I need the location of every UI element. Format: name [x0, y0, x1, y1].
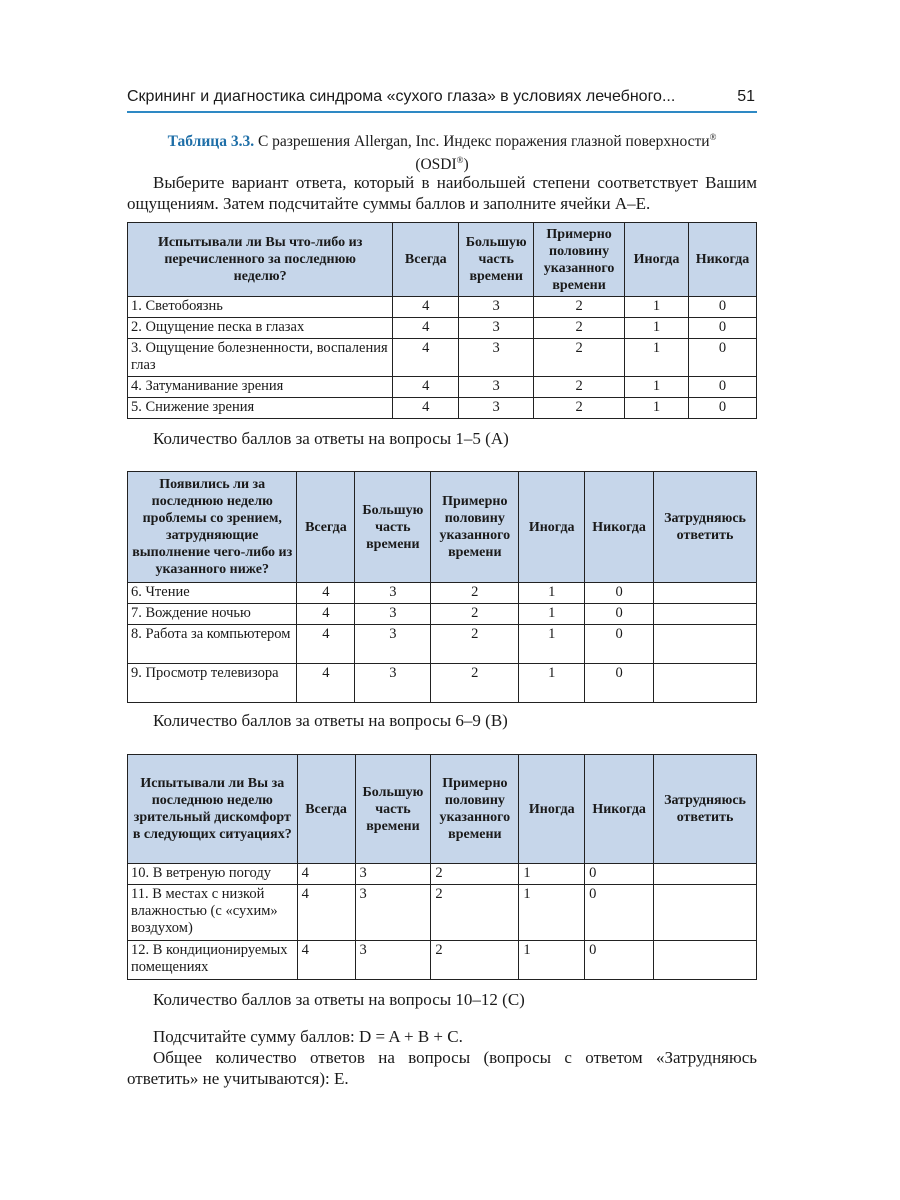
- score-mostly[interactable]: 3: [355, 583, 431, 604]
- score-half[interactable]: 2: [431, 625, 519, 664]
- score-half[interactable]: 2: [431, 583, 519, 604]
- score-not-sure[interactable]: [654, 664, 757, 703]
- header-mostly: Большую часть времени: [355, 472, 431, 583]
- question-cell: 10. В ветреную погоду: [128, 864, 298, 885]
- sum-c-label: Количество баллов за ответы на вопросы 10–12 (С): [153, 990, 525, 1009]
- table-row: [128, 339, 757, 377]
- score-sometimes[interactable]: 1: [625, 297, 689, 318]
- score-sometimes[interactable]: 1: [519, 864, 585, 885]
- score-always[interactable]: 4: [393, 339, 459, 377]
- score-sometimes[interactable]: 1: [625, 318, 689, 339]
- score-never[interactable]: 0: [689, 318, 757, 339]
- running-head-title: Скрининг и диагностика синдрома «сухого глаза» в условиях лечебного...: [127, 88, 676, 105]
- score-never[interactable]: 0: [585, 864, 654, 885]
- score-mostly[interactable]: 3: [355, 864, 431, 885]
- header-half: Примерно половину указанного времени: [431, 472, 519, 583]
- caption-label: Таблица 3.3.: [167, 133, 255, 151]
- score-mostly[interactable]: 3: [355, 604, 431, 625]
- score-always[interactable]: 4: [393, 297, 459, 318]
- score-never[interactable]: 0: [689, 398, 757, 419]
- score-half[interactable]: 2: [534, 318, 625, 339]
- score-mostly[interactable]: 3: [355, 664, 431, 703]
- question-cell: 8. Работа за компьютером: [128, 625, 297, 664]
- table-row: [128, 377, 757, 398]
- score-sometimes[interactable]: 1: [519, 583, 585, 604]
- header-question: Появились ли за последнюю неделю проблемы со зрением, затрудняющие выполнение чего-либо из указанного ниже?: [128, 472, 297, 583]
- question-cell: 4. Затуманивание зрения: [128, 377, 393, 398]
- score-not-sure[interactable]: [654, 625, 757, 664]
- score-never[interactable]: 0: [585, 664, 654, 703]
- score-always[interactable]: 4: [297, 583, 355, 604]
- score-always[interactable]: 4: [297, 864, 355, 885]
- score-half[interactable]: 2: [534, 398, 625, 419]
- header-never: Никогда: [585, 472, 654, 583]
- score-sometimes[interactable]: 1: [519, 941, 585, 980]
- instructions: Выберите вариант ответа, который в наибольшей степени соответствует Вашим ощущениям. Затем подсчитайте суммы баллов и заполните ячейки А–Е.: [127, 173, 757, 213]
- score-mostly[interactable]: 3: [459, 339, 534, 377]
- table-caption: [127, 128, 757, 174]
- header-never: Никогда: [585, 755, 654, 864]
- score-half[interactable]: 2: [534, 339, 625, 377]
- score-half[interactable]: 2: [431, 664, 519, 703]
- caption-reg-mark: ®: [709, 132, 717, 142]
- caption-text: С разрешения Allergan, Inc. Индекс поражения глазной поверхности: [254, 133, 710, 151]
- osdi-table-2: [127, 471, 757, 703]
- question-cell: 9. Просмотр телевизора: [128, 664, 297, 703]
- score-mostly[interactable]: 3: [459, 297, 534, 318]
- question-cell: 6. Чтение: [128, 583, 297, 604]
- score-sometimes[interactable]: 1: [625, 339, 689, 377]
- running-head: [127, 86, 757, 110]
- table-row: [128, 583, 757, 604]
- score-mostly[interactable]: 3: [459, 377, 534, 398]
- score-half[interactable]: 2: [431, 604, 519, 625]
- score-sometimes[interactable]: 1: [519, 664, 585, 703]
- score-always[interactable]: 4: [393, 318, 459, 339]
- total-sum-instruction: Подсчитайте сумму баллов: D = A + B + C.: [153, 1027, 463, 1046]
- sum-a-label: Количество баллов за ответы на вопросы 1–5 (А): [153, 429, 509, 448]
- caption-abbr-open: (OSDI: [415, 156, 457, 174]
- header-sometimes: Иногда: [519, 755, 585, 864]
- score-sometimes[interactable]: 1: [519, 625, 585, 664]
- question-cell: 5. Снижение зрения: [128, 398, 393, 419]
- header-sometimes: Иногда: [519, 472, 585, 583]
- score-mostly[interactable]: 3: [355, 625, 431, 664]
- header-mostly: Большую часть времени: [459, 223, 534, 297]
- score-always[interactable]: 4: [393, 398, 459, 419]
- score-half[interactable]: 2: [431, 864, 519, 885]
- score-mostly[interactable]: 3: [355, 941, 431, 980]
- score-always[interactable]: 4: [393, 377, 459, 398]
- table-row: [128, 297, 757, 318]
- score-mostly[interactable]: 3: [355, 885, 431, 941]
- score-mostly[interactable]: 3: [459, 318, 534, 339]
- header-question: Испытывали ли Вы за последнюю неделю зрительный дискомфорт в следующих ситуациях?: [128, 755, 298, 864]
- table-header-row: [128, 472, 757, 583]
- table-row: [128, 664, 757, 703]
- table-row: [128, 885, 757, 941]
- score-sometimes[interactable]: 1: [625, 398, 689, 419]
- table-row: [128, 625, 757, 664]
- header-mostly: Большую часть времени: [355, 755, 431, 864]
- score-never[interactable]: 0: [585, 941, 654, 980]
- sum-b-label: Количество баллов за ответы на вопросы 6–9 (В): [153, 711, 508, 730]
- header-always: Всегда: [297, 755, 355, 864]
- page-number: 51: [737, 88, 755, 105]
- table-header-row: [128, 223, 757, 297]
- score-always[interactable]: 4: [297, 604, 355, 625]
- header-never: Никогда: [689, 223, 757, 297]
- score-half[interactable]: 2: [431, 941, 519, 980]
- score-not-sure[interactable]: [654, 885, 757, 941]
- score-always[interactable]: 4: [297, 941, 355, 980]
- score-never[interactable]: 0: [689, 377, 757, 398]
- score-sometimes[interactable]: 1: [625, 377, 689, 398]
- score-not-sure[interactable]: [654, 604, 757, 625]
- score-never[interactable]: 0: [585, 885, 654, 941]
- table-row: [128, 864, 757, 885]
- score-half[interactable]: 2: [534, 297, 625, 318]
- score-never[interactable]: 0: [585, 625, 654, 664]
- score-never[interactable]: 0: [585, 583, 654, 604]
- table-row: [128, 604, 757, 625]
- header-half: Примерно половину указанного времени: [431, 755, 519, 864]
- header-question: Испытывали ли Вы что-либо из перечисленного за последнюю неделю?: [128, 223, 393, 297]
- score-not-sure[interactable]: [654, 941, 757, 980]
- score-never[interactable]: 0: [585, 604, 654, 625]
- question-cell: 12. В кондиционируемых помещениях: [128, 941, 298, 980]
- score-never[interactable]: 0: [689, 339, 757, 377]
- header-always: Всегда: [393, 223, 459, 297]
- table-row: [128, 941, 757, 980]
- header-not-sure: Затрудняюсь ответить: [654, 755, 757, 864]
- score-always[interactable]: 4: [297, 664, 355, 703]
- question-cell: 11. В местах с низкой влажностью (с «сухим» воздухом): [128, 885, 298, 941]
- header-sometimes: Иногда: [625, 223, 689, 297]
- score-half[interactable]: 2: [534, 377, 625, 398]
- score-mostly[interactable]: 3: [459, 398, 534, 419]
- score-never[interactable]: 0: [689, 297, 757, 318]
- answer-count-instruction: Общее количество ответов на вопросы (вопросы с ответом «Затрудняюсь ответить» не учитываются): Е.: [127, 1048, 757, 1088]
- score-always[interactable]: 4: [297, 885, 355, 941]
- question-cell: 2. Ощущение песка в глазах: [128, 318, 393, 339]
- header-half: Примерно половину указанного времени: [534, 223, 625, 297]
- score-sometimes[interactable]: 1: [519, 885, 585, 941]
- score-sometimes[interactable]: 1: [519, 604, 585, 625]
- header-not-sure: Затрудняюсь ответить: [654, 472, 757, 583]
- question-cell: 7. Вождение ночью: [128, 604, 297, 625]
- score-not-sure[interactable]: [654, 583, 757, 604]
- score-half[interactable]: 2: [431, 885, 519, 941]
- osdi-table-3: [127, 754, 757, 980]
- score-always[interactable]: 4: [297, 625, 355, 664]
- score-not-sure[interactable]: [654, 864, 757, 885]
- osdi-table-1: [127, 222, 757, 419]
- question-cell: 1. Светобоязнь: [128, 297, 393, 318]
- caption-abbr-reg: ®: [456, 155, 464, 166]
- question-cell: 3. Ощущение болезненности, воспаления глаз: [128, 339, 393, 377]
- table-row: [128, 398, 757, 419]
- caption-abbr-close: ): [463, 156, 469, 174]
- header-always: Всегда: [297, 472, 355, 583]
- header-rule: [127, 111, 757, 113]
- table-row: [128, 318, 757, 339]
- table-header-row: [128, 755, 757, 864]
